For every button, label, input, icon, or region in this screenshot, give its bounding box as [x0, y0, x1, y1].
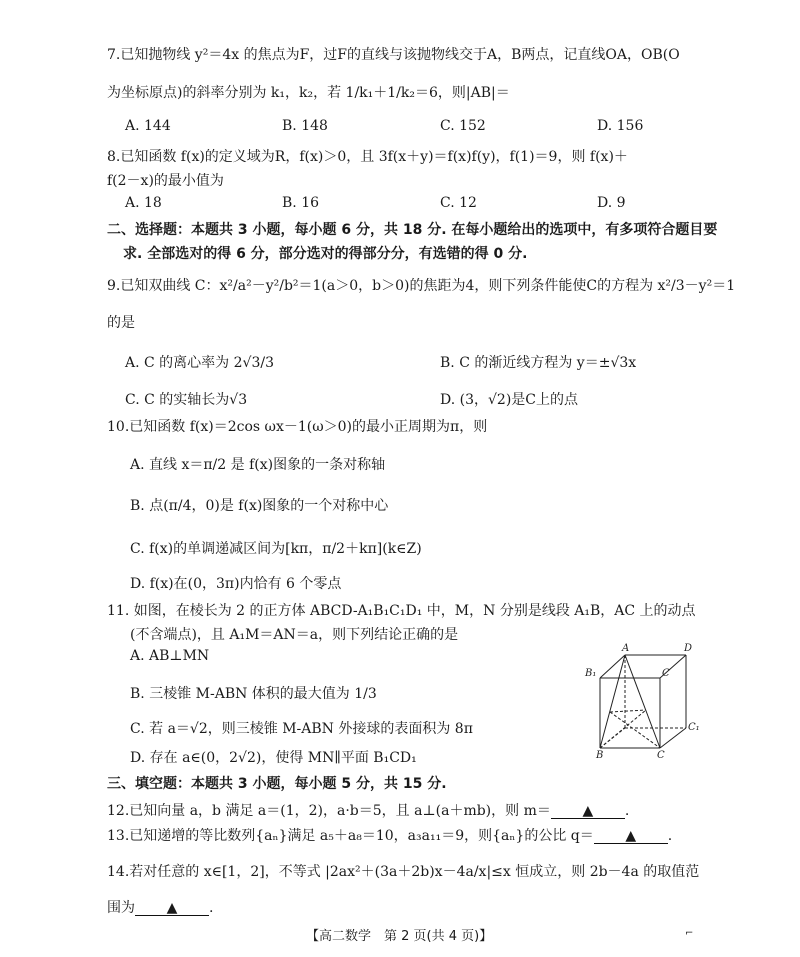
- q9-option-c: C. C 的实轴长为√3: [125, 392, 248, 408]
- corner-mark: ⌐: [685, 928, 694, 939]
- cube-edge: [600, 655, 625, 678]
- q9-option-b: B. C 的渐近线方程为 y＝±√3x: [440, 355, 637, 371]
- q11-option-b: B. 三棱锥 M-ABN 体积的最大值为 1/3: [130, 686, 377, 702]
- q13-text: 13.已知递增的等比数列{aₙ}满足 a₅＋a₈＝10，a₃a₁₁＝9，则{aₙ}的公比 q＝: [107, 828, 594, 844]
- cube-label-c1: C: [662, 668, 670, 679]
- diagonal-a1b: [600, 655, 625, 748]
- q10-option-c: C. f(x)的单调递减区间为[kπ，π/2＋kπ](k∈Z): [130, 541, 422, 557]
- q9-option-d: D. (3，√2)是C上的点: [440, 392, 578, 408]
- section2-heading-line1: 二、选择题：本题共 3 小题，每小题 6 分，共 18 分. 在每小题给出的选项中，有多项符合题目要: [107, 222, 718, 238]
- q11-option-d: D. 存在 a∈(0，2√2)，使得 MN∥平面 B₁CD₁: [130, 750, 417, 766]
- q8-option-d: D. 9: [597, 195, 626, 211]
- q7-option-c: C. 152: [440, 118, 486, 134]
- q11-line2: (不含端点)，且 A₁M＝AN＝a，则下列结论正确的是: [130, 627, 459, 643]
- page-footer: 【高二数学 第 2 页(共 4 页)】: [306, 929, 493, 944]
- q10-option-d: D. f(x)在(0，3π)内恰有 6 个零点: [130, 576, 342, 592]
- diagonal-ac: [625, 655, 660, 748]
- q7-line1: 7.已知抛物线 y²＝4x 的焦点为F，过F的直线与该抛物线交于A，B两点，记直线OA，OB(O: [107, 47, 680, 63]
- q13-question: [107, 825, 672, 845]
- q13-blank-marker: ▲: [625, 828, 637, 844]
- cube-edge: [660, 728, 686, 748]
- cube-figure: [580, 640, 700, 760]
- q14-period: .: [209, 900, 214, 916]
- cube-label-b1: B₁: [585, 668, 597, 679]
- q8-line2: f(2－x)的最小值为: [107, 173, 224, 189]
- q9-line2: 的是: [107, 315, 135, 331]
- q14-line2: [107, 897, 213, 917]
- q8-option-b: B. 16: [282, 195, 320, 211]
- q11-line1: 11. 如图，在棱长为 2 的正方体 ABCD-A₁B₁C₁D₁ 中，M，N 分别是线段 A₁B，AC 上的动点: [107, 603, 696, 619]
- q8-option-a: A. 18: [125, 195, 162, 211]
- q9-line1: 9.已知双曲线 C：x²/a²－y²/b²＝1(a＞0，b＞0)的焦距为4，则下列条件能使C的方程为 x²/3－y²＝1: [107, 278, 736, 294]
- q10-stem: 10.已知函数 f(x)＝2cos ωx－1(ω＞0)的最小正周期为π，则: [107, 419, 488, 435]
- q13-period: .: [667, 828, 673, 844]
- segment-mn: [610, 710, 646, 712]
- cube-label-b: B: [596, 750, 604, 760]
- q14-answer-blank[interactable]: [135, 901, 209, 916]
- q9-option-a: A. C 的离心率为 2√3/3: [125, 355, 274, 371]
- q12-period: .: [624, 803, 630, 819]
- q8-option-c: C. 12: [440, 195, 477, 211]
- q12-blank-marker: ▲: [582, 803, 594, 819]
- q7-option-d: D. 156: [597, 118, 644, 134]
- q7-line2: 为坐标原点)的斜率分别为 k₁，k₂，若 1/k₁＋1/k₂＝6，则|AB|＝: [107, 85, 510, 101]
- cube-label-a: A: [622, 643, 630, 654]
- section3-heading: 三、填空题：本题共 3 小题，每小题 5 分，共 15 分.: [107, 776, 447, 792]
- cube-label-d: D: [684, 643, 693, 654]
- q12-answer-blank[interactable]: [551, 804, 625, 819]
- q14-blank-marker: ▲: [166, 900, 178, 916]
- q14-line1: 14.若对任意的 x∈[1，2]，不等式 |2ax²＋(3a＋2b)x－4a/x|≤x 恒成立，则 2b－4a 的取值范: [107, 864, 700, 880]
- q11-option-c: C. 若 a＝√2，则三棱锥 M-ABN 外接球的表面积为 8π: [130, 721, 473, 737]
- q10-option-b: B. 点(π/4，0)是 f(x)图象的一个对称中心: [130, 498, 389, 514]
- q14-text: 围为: [107, 900, 135, 916]
- q10-option-a: A. 直线 x＝π/2 是 f(x)图象的一条对称轴: [130, 457, 386, 473]
- q12-question: [107, 800, 629, 820]
- q7-option-a: A. 144: [125, 118, 171, 134]
- cube-label-c: C: [657, 750, 665, 760]
- segment-mc: [610, 712, 660, 748]
- q12-text: 12.已知向量 a，b 满足 a＝(1，2)，a·b＝5，且 a⊥(a＋mb)，则 m＝: [107, 803, 551, 819]
- q8-line1: 8.已知函数 f(x)的定义域为R，f(x)＞0，且 3f(x＋y)＝f(x)f(y)，f(1)＝9，则 f(x)＋: [107, 149, 628, 165]
- q7-option-b: B. 148: [282, 118, 328, 134]
- section2-heading-line2: 求. 全部选对的得 6 分，部分选对的得部分分，有选错的得 0 分.: [123, 246, 528, 262]
- cube-label-c1-side: C₁: [688, 722, 700, 733]
- segment-bn: [600, 710, 646, 748]
- q11-option-a: A. AB⊥MN: [130, 648, 210, 664]
- q13-answer-blank[interactable]: [594, 829, 668, 844]
